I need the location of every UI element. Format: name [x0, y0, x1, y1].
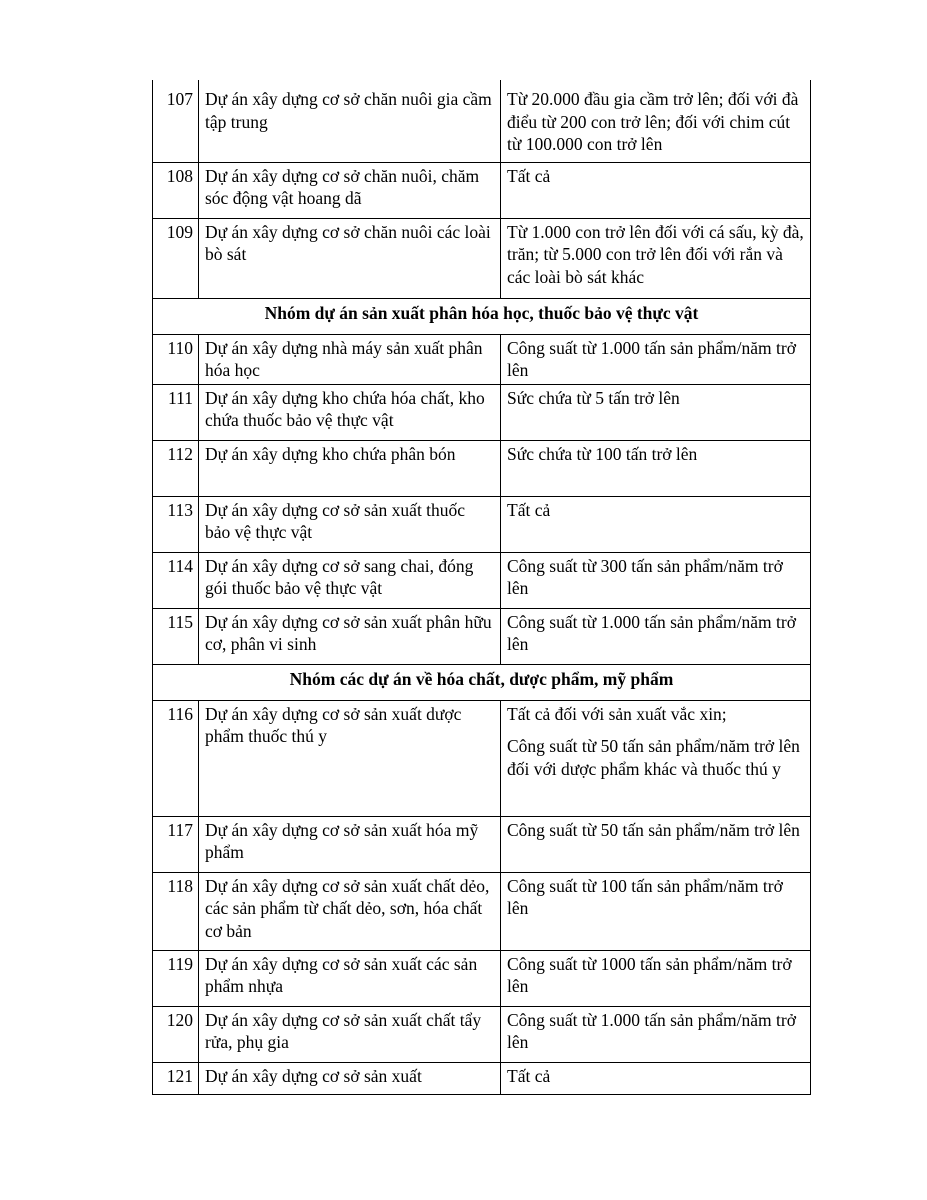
group-title: Nhóm các dự án về hóa chất, dược phẩm, mỹ phẩm — [153, 664, 811, 700]
scale-cell — [501, 816, 811, 872]
scale-cell — [501, 334, 811, 384]
row-number: 113 — [153, 496, 199, 552]
project-type-cell: Dự án xây dựng cơ sở sản xuất dược phẩm thuốc thú y — [199, 700, 501, 816]
table-row — [153, 218, 811, 298]
group-header-row — [153, 664, 811, 700]
row-number: 116 — [153, 700, 199, 816]
table-row — [153, 608, 811, 664]
project-type-cell: Dự án xây dựng cơ sở sản xuất phân hữu cơ, phân vi sinh — [199, 608, 501, 664]
scale-paragraph: Tất cả — [507, 499, 551, 520]
project-type-cell: Dự án xây dựng cơ sở chăn nuôi, chăm sóc động vật hoang dã — [199, 162, 501, 218]
project-type-cell: Dự án xây dựng cơ sở sản xuất — [199, 1062, 501, 1094]
project-type-cell: Dự án xây dựng cơ sở sản xuất các sản phẩm nhựa — [199, 950, 501, 1006]
table-row — [153, 440, 811, 496]
scale-paragraph: Công suất từ 50 tấn sản phẩm/năm trở lên — [507, 819, 800, 840]
row-number: 117 — [153, 816, 199, 872]
row-number: 114 — [153, 552, 199, 608]
scale-cell — [501, 384, 811, 440]
scale-paragraph: Công suất từ 1.000 tấn sản phẩm/năm trở lên — [507, 611, 796, 654]
row-number: 121 — [153, 1062, 199, 1094]
scale-cell — [501, 552, 811, 608]
row-number: 108 — [153, 162, 199, 218]
scale-cell — [501, 608, 811, 664]
table-row — [153, 950, 811, 1006]
row-number: 107 — [153, 80, 199, 162]
table-row — [153, 384, 811, 440]
scale-cell — [501, 700, 811, 816]
scale-cell — [501, 1006, 811, 1062]
row-number: 109 — [153, 218, 199, 298]
scale-cell — [501, 1062, 811, 1094]
scale-cell — [501, 218, 811, 298]
scale-cell — [501, 950, 811, 1006]
scale-paragraph: Công suất từ 300 tấn sản phẩm/năm trở lên — [507, 555, 783, 598]
row-number: 120 — [153, 1006, 199, 1062]
scale-paragraph: Công suất từ 1.000 tấn sản phẩm/năm trở lên — [507, 337, 796, 380]
table-row — [153, 552, 811, 608]
table-row — [153, 1006, 811, 1062]
table-row — [153, 700, 811, 816]
scale-paragraph: Sức chứa từ 5 tấn trở lên — [507, 387, 680, 408]
group-header-row — [153, 298, 811, 334]
row-number: 111 — [153, 384, 199, 440]
scale-paragraph: Công suất từ 50 tấn sản phẩm/năm trở lên đối với dược phẩm khác và thuốc thú y — [507, 736, 800, 779]
scale-paragraph: Công suất từ 1000 tấn sản phẩm/năm trở lên — [507, 953, 792, 996]
table-row — [153, 80, 811, 162]
table-body — [153, 80, 811, 1094]
scale-paragraph: Tất cả đối với sản xuất vắc xin; — [507, 703, 727, 724]
scale-paragraph: Từ 20.000 đầu gia cầm trở lên; đối với đà điểu từ 200 con trở lên; đối với chim cút từ 100.000 con trở lên — [507, 89, 799, 154]
group-title: Nhóm dự án sản xuất phân hóa học, thuốc bảo vệ thực vật — [153, 298, 811, 334]
row-number: 110 — [153, 334, 199, 384]
project-type-cell: Dự án xây dựng kho chứa phân bón — [199, 440, 501, 496]
scale-paragraph: Tất cả — [507, 165, 551, 186]
scale-cell — [501, 496, 811, 552]
project-type-cell: Dự án xây dựng nhà máy sản xuất phân hóa học — [199, 334, 501, 384]
table-row — [153, 816, 811, 872]
table-row — [153, 872, 811, 950]
row-number: 118 — [153, 872, 199, 950]
scale-paragraph: Công suất từ 100 tấn sản phẩm/năm trở lên — [507, 875, 783, 918]
project-type-cell: Dự án xây dựng cơ sở chăn nuôi gia cầm tập trung — [199, 80, 501, 162]
project-type-cell: Dự án xây dựng kho chứa hóa chất, kho chứa thuốc bảo vệ thực vật — [199, 384, 501, 440]
scale-cell — [501, 440, 811, 496]
project-list-table — [152, 80, 811, 1095]
scale-cell — [501, 872, 811, 950]
scale-paragraph: Từ 1.000 con trở lên đối với cá sấu, kỳ đà, trăn; từ 5.000 con trở lên đối với rắn và các loài bò sát khác — [507, 221, 804, 287]
project-type-cell: Dự án xây dựng cơ sở sản xuất chất dẻo, các sản phẩm từ chất dẻo, sơn, hóa chất cơ bản — [199, 872, 501, 950]
project-type-cell: Dự án xây dựng cơ sở sản xuất hóa mỹ phẩm — [199, 816, 501, 872]
project-type-cell: Dự án xây dựng cơ sở sang chai, đóng gói thuốc bảo vệ thực vật — [199, 552, 501, 608]
table-row — [153, 334, 811, 384]
row-number: 112 — [153, 440, 199, 496]
table-row — [153, 496, 811, 552]
table-row — [153, 1062, 811, 1094]
project-type-cell: Dự án xây dựng cơ sở chăn nuôi các loài bò sát — [199, 218, 501, 298]
scale-cell — [501, 162, 811, 218]
project-type-cell: Dự án xây dựng cơ sở sản xuất thuốc bảo vệ thực vật — [199, 496, 501, 552]
table-row — [153, 162, 811, 218]
scale-cell — [501, 80, 811, 162]
project-type-cell: Dự án xây dựng cơ sở sản xuất chất tẩy rửa, phụ gia — [199, 1006, 501, 1062]
row-number: 119 — [153, 950, 199, 1006]
row-number: 115 — [153, 608, 199, 664]
scale-paragraph: Sức chứa từ 100 tấn trở lên — [507, 443, 698, 464]
scale-paragraph: Tất cả — [507, 1065, 551, 1086]
scale-paragraph: Công suất từ 1.000 tấn sản phẩm/năm trở lên — [507, 1009, 796, 1052]
